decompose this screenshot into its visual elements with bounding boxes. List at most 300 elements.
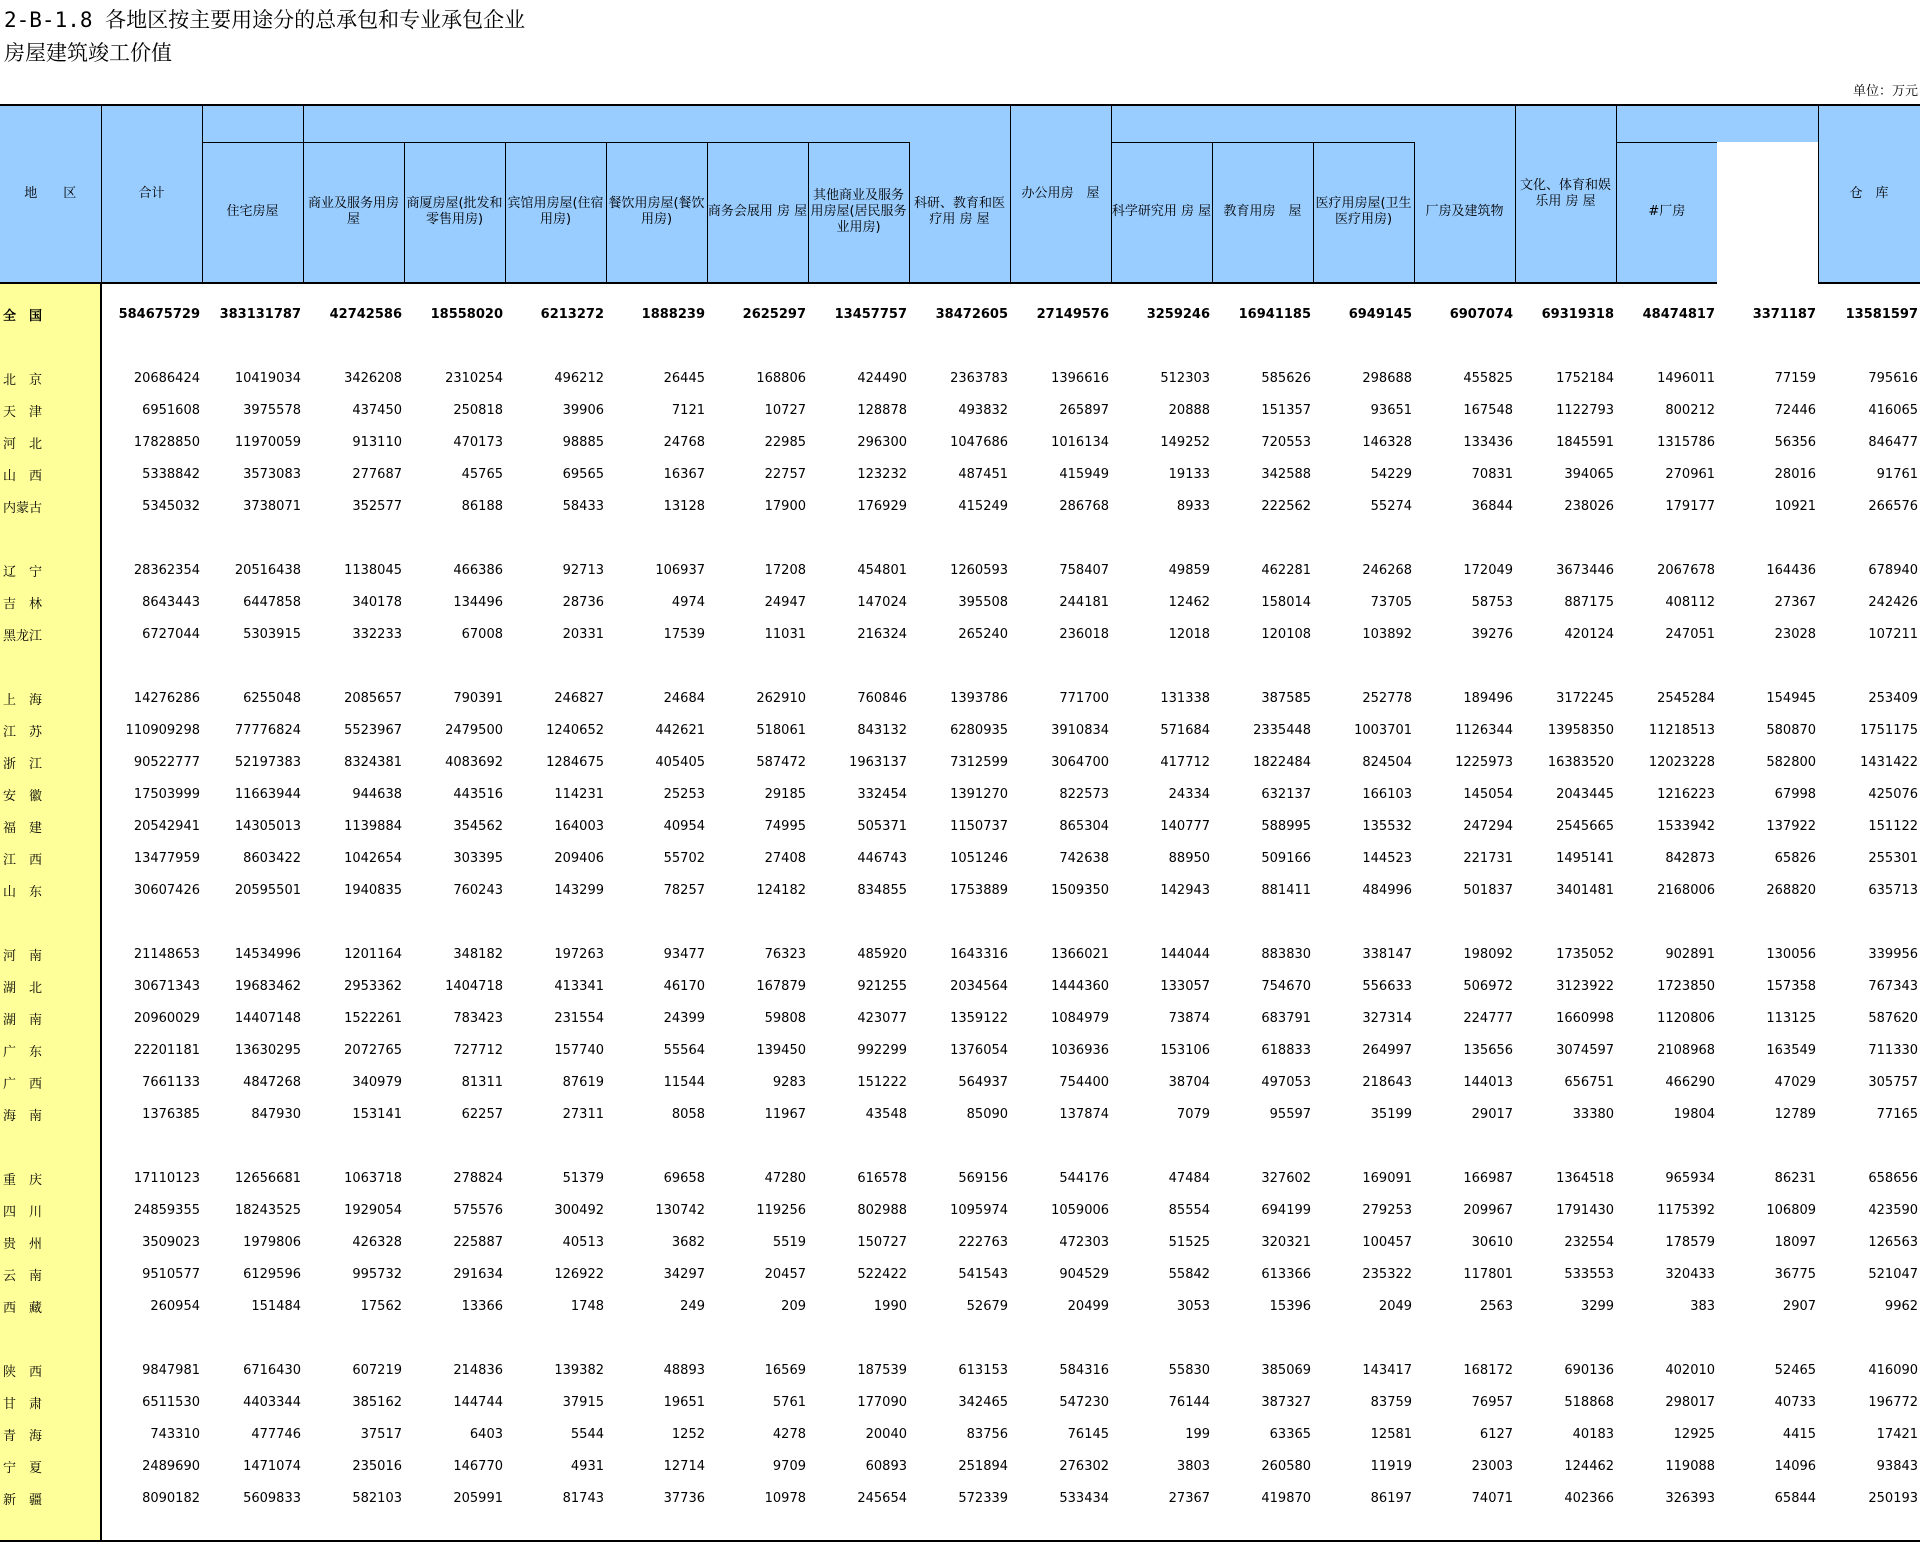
value-cell: 1533942 (1657, 818, 1716, 834)
value-cell: 802988 (857, 1202, 907, 1218)
value-cell: 17110123 (133, 1170, 200, 1186)
value-cell: 86231 (1774, 1170, 1817, 1186)
value-cell: 8058 (671, 1106, 705, 1122)
value-cell: 62257 (461, 1106, 503, 1122)
value-cell: 505371 (857, 818, 907, 834)
value-cell: 65844 (1774, 1490, 1817, 1506)
value-cell: 166103 (1362, 786, 1413, 802)
header-region: 地 区 (0, 105, 101, 283)
header-research-sub-2: 教育用房 屋 (1212, 142, 1313, 283)
value-cell: 1751175 (1860, 722, 1919, 738)
header-commercial-sub-3: 餐饮用房屋(餐饮用房) (606, 142, 707, 283)
value-cell: 247051 (1665, 626, 1716, 642)
value-cell: 1366021 (1051, 946, 1110, 962)
value-cell: 17562 (360, 1298, 402, 1314)
header-commercial-sub-4: 商务会展用 房 屋 (707, 142, 808, 283)
value-cell: 2953362 (344, 978, 402, 994)
value-cell: 135656 (1463, 1042, 1514, 1058)
header-total: 合计 (101, 105, 202, 283)
value-cell: 67998 (1774, 786, 1817, 802)
value-cell: 16367 (663, 466, 705, 482)
value-cell: 218643 (1362, 1074, 1413, 1090)
value-cell: 146770 (453, 1458, 503, 1474)
value-cell: 245654 (857, 1490, 907, 1506)
value-cell: 5761 (772, 1394, 806, 1410)
value-cell: 144013 (1463, 1074, 1514, 1090)
value-cell: 437450 (352, 402, 402, 418)
value-cell: 385162 (352, 1394, 402, 1410)
table-row (0, 1258, 1920, 1290)
value-cell: 402010 (1665, 1362, 1716, 1378)
value-cell: 466290 (1665, 1074, 1716, 1090)
value-cell: 694199 (1261, 1202, 1312, 1218)
header-warehouse: 仓 库 (1818, 105, 1920, 283)
value-cell: 3172245 (1556, 690, 1615, 706)
value-cell: 63365 (1269, 1426, 1312, 1442)
value-cell: 106937 (655, 562, 705, 578)
value-cell: 760243 (453, 882, 503, 898)
value-cell: 720553 (1261, 434, 1312, 450)
value-cell: 144744 (453, 1394, 503, 1410)
value-cell: 2168006 (1657, 882, 1716, 898)
value-cell: 5609833 (243, 1490, 301, 1506)
value-cell: 2335448 (1253, 722, 1312, 738)
value-cell: 824504 (1362, 754, 1413, 770)
value-cell: 23028 (1774, 626, 1817, 642)
value-cell: 2049 (1378, 1298, 1413, 1314)
value-cell: 420124 (1564, 626, 1615, 642)
value-cell: 1393786 (950, 690, 1009, 706)
value-cell: 196772 (1868, 1394, 1919, 1410)
value-cell: 1431422 (1860, 754, 1919, 770)
value-cell: 332454 (857, 786, 907, 802)
value-cell: 3064700 (1051, 754, 1110, 770)
value-cell: 541543 (958, 1266, 1009, 1282)
value-cell: 124462 (1564, 1458, 1615, 1474)
value-cell: 24947 (764, 594, 806, 610)
value-cell: 506972 (1463, 978, 1514, 994)
value-cell: 303395 (453, 850, 503, 866)
value-cell: 6907074 (1449, 306, 1514, 322)
value-cell: 260954 (150, 1298, 200, 1314)
value-cell: 6213272 (540, 306, 604, 322)
value-cell: 172049 (1463, 562, 1514, 578)
value-cell: 385069 (1261, 1362, 1312, 1378)
value-cell: 1059006 (1051, 1202, 1110, 1218)
value-cell: 383 (1690, 1298, 1716, 1314)
value-cell: 1225973 (1455, 754, 1514, 770)
value-cell: 656751 (1564, 1074, 1615, 1090)
value-cell: 800212 (1665, 402, 1716, 418)
table-title-line1: 2-B-1.8 各地区按主要用途分的总承包和专业承包企业 (4, 8, 526, 32)
table-title-line2: 房屋建筑竣工价值 (4, 41, 172, 65)
value-cell: 795616 (1868, 370, 1919, 386)
table-row (0, 682, 1920, 714)
value-cell: 137874 (1059, 1106, 1110, 1122)
value-cell: 2489690 (142, 1458, 200, 1474)
value-cell: 2545284 (1657, 690, 1716, 706)
value-cell: 580870 (1766, 722, 1817, 738)
value-cell: 582800 (1766, 754, 1817, 770)
value-cell: 822573 (1059, 786, 1110, 802)
value-cell: 727712 (453, 1042, 503, 1058)
header-commercial: 商业及服务用房屋 (303, 142, 404, 283)
value-cell: 6403 (469, 1426, 503, 1442)
value-cell: 73874 (1168, 1010, 1211, 1026)
value-cell: 7312599 (950, 754, 1009, 770)
value-cell: 742638 (1059, 850, 1110, 866)
value-cell: 326393 (1665, 1490, 1716, 1506)
region-name: 广 东 (0, 1034, 101, 1066)
value-cell: 286768 (1059, 498, 1110, 514)
value-cell: 1047686 (950, 434, 1009, 450)
value-cell: 1139884 (344, 818, 402, 834)
table-row (0, 1482, 1920, 1514)
value-cell: 509166 (1261, 850, 1312, 866)
value-cell: 4974 (671, 594, 705, 610)
value-cell: 35199 (1370, 1106, 1413, 1122)
value-cell: 1084979 (1051, 1010, 1110, 1026)
value-cell: 1315786 (1657, 434, 1716, 450)
table-row (0, 490, 1920, 522)
value-cell: 3975578 (243, 402, 301, 418)
value-cell: 327314 (1362, 1010, 1413, 1026)
region-name: 山 东 (0, 874, 101, 906)
value-cell: 81743 (562, 1490, 604, 1506)
value-cell: 1496011 (1657, 370, 1716, 386)
value-cell: 252778 (1362, 690, 1413, 706)
value-cell: 1150737 (950, 818, 1009, 834)
value-cell: 12925 (1673, 1426, 1716, 1442)
value-cell: 1138045 (344, 562, 402, 578)
value-cell: 69658 (663, 1170, 705, 1186)
value-cell: 39906 (562, 402, 604, 418)
value-cell: 327602 (1261, 1170, 1312, 1186)
value-cell: 126563 (1868, 1234, 1919, 1250)
value-cell: 569156 (958, 1170, 1009, 1186)
value-cell: 585626 (1261, 370, 1312, 386)
value-cell: 883830 (1261, 946, 1312, 962)
value-cell: 1036936 (1051, 1042, 1110, 1058)
spacer-row (0, 522, 1920, 554)
value-cell: 242426 (1868, 594, 1919, 610)
value-cell: 2043445 (1556, 786, 1615, 802)
value-cell: 56356 (1774, 434, 1817, 450)
value-cell: 14305013 (234, 818, 301, 834)
value-cell: 14407148 (234, 1010, 301, 1026)
header-commercial-sub-5: 其他商业及服务用房屋(居民服务业用房) (808, 142, 909, 283)
value-cell: 446743 (857, 850, 907, 866)
value-cell: 236018 (1059, 626, 1110, 642)
value-cell: 1051246 (950, 850, 1009, 866)
value-cell: 85554 (1168, 1202, 1211, 1218)
value-cell: 139382 (554, 1362, 604, 1378)
value-cell: 36844 (1471, 498, 1514, 514)
value-cell: 265240 (958, 626, 1009, 642)
table-row (0, 1098, 1920, 1130)
value-cell: 1735052 (1556, 946, 1615, 962)
value-cell: 4415 (1782, 1426, 1817, 1442)
table-row (0, 938, 1920, 970)
value-cell: 1252 (671, 1426, 705, 1442)
value-cell: 1364518 (1556, 1170, 1615, 1186)
value-cell: 130056 (1766, 946, 1817, 962)
value-cell: 2363783 (950, 370, 1009, 386)
value-cell: 246827 (554, 690, 604, 706)
data-table (0, 104, 1920, 1542)
value-cell: 20888 (1168, 402, 1211, 418)
value-cell: 501837 (1463, 882, 1514, 898)
value-cell: 383131787 (219, 306, 301, 322)
value-cell: 34297 (663, 1266, 705, 1282)
value-cell: 1509350 (1051, 882, 1110, 898)
value-cell: 144044 (1160, 946, 1211, 962)
value-cell: 51525 (1168, 1234, 1211, 1250)
value-cell: 547230 (1059, 1394, 1110, 1410)
region-name: 湖 南 (0, 1002, 101, 1034)
value-cell: 842873 (1665, 850, 1716, 866)
value-cell: 6129596 (243, 1266, 301, 1282)
value-cell: 7661133 (142, 1074, 200, 1090)
value-cell: 37517 (360, 1426, 402, 1442)
value-cell: 2067678 (1657, 562, 1716, 578)
value-cell: 225887 (453, 1234, 503, 1250)
value-cell: 352577 (352, 498, 402, 514)
value-cell: 93477 (663, 946, 705, 962)
value-cell: 3573083 (243, 466, 301, 482)
value-cell: 6949145 (1348, 306, 1413, 322)
value-cell: 834855 (857, 882, 907, 898)
value-cell: 613366 (1261, 1266, 1312, 1282)
value-cell: 221731 (1463, 850, 1514, 866)
value-cell: 93843 (1876, 1458, 1919, 1474)
value-cell: 1822484 (1253, 754, 1312, 770)
value-cell: 28736 (562, 594, 604, 610)
value-cell: 1359122 (950, 1010, 1009, 1026)
value-cell: 902891 (1665, 946, 1716, 962)
table-row (0, 874, 1920, 906)
value-cell: 1260593 (950, 562, 1009, 578)
value-cell: 1979806 (243, 1234, 301, 1250)
value-cell: 1444360 (1051, 978, 1110, 994)
value-cell: 187539 (857, 1362, 907, 1378)
value-cell: 60893 (865, 1458, 907, 1474)
value-cell: 995732 (352, 1266, 402, 1282)
value-cell: 10419034 (234, 370, 301, 386)
value-cell: 168806 (756, 370, 806, 386)
value-cell: 163549 (1766, 1042, 1817, 1058)
value-cell: 533434 (1059, 1490, 1110, 1506)
value-cell: 6727044 (142, 626, 200, 642)
value-cell: 296300 (857, 434, 907, 450)
value-cell: 74995 (764, 818, 806, 834)
value-cell: 2085657 (344, 690, 402, 706)
value-cell: 100457 (1362, 1234, 1413, 1250)
value-cell: 613153 (958, 1362, 1009, 1378)
value-cell: 16941185 (1238, 306, 1312, 322)
value-cell: 1990 (873, 1298, 907, 1314)
value-cell: 354562 (453, 818, 503, 834)
value-cell: 24684 (663, 690, 705, 706)
value-cell: 17539 (663, 626, 705, 642)
value-cell: 164436 (1766, 562, 1817, 578)
value-cell: 128878 (857, 402, 907, 418)
value-cell: 166987 (1463, 1170, 1514, 1186)
value-cell: 887175 (1564, 594, 1615, 610)
value-cell: 244181 (1059, 594, 1110, 610)
value-cell: 81311 (461, 1074, 503, 1090)
value-cell: 470173 (453, 434, 503, 450)
value-cell: 189496 (1463, 690, 1514, 706)
value-cell: 40954 (663, 818, 705, 834)
value-cell: 13630295 (234, 1042, 301, 1058)
region-name: 全 国 (0, 298, 101, 330)
value-cell: 2034564 (950, 978, 1009, 994)
value-cell: 291634 (453, 1266, 503, 1282)
value-cell: 496212 (554, 370, 604, 386)
value-cell: 85090 (966, 1106, 1009, 1122)
value-cell: 5303915 (243, 626, 301, 642)
value-cell: 27149576 (1036, 306, 1110, 322)
value-cell: 16569 (764, 1362, 806, 1378)
value-cell: 3426208 (344, 370, 402, 386)
value-cell: 15396 (1269, 1298, 1312, 1314)
header-factory-sub: #厂房 (1616, 142, 1717, 283)
value-cell: 14276286 (133, 690, 200, 706)
value-cell: 20595501 (234, 882, 301, 898)
table-row (0, 1354, 1920, 1386)
value-cell: 9847981 (142, 1362, 200, 1378)
value-cell: 3259246 (1146, 306, 1211, 322)
value-cell: 9283 (772, 1074, 806, 1090)
region-name: 贵 州 (0, 1226, 101, 1258)
value-cell: 276302 (1059, 1458, 1110, 1474)
value-cell: 20457 (764, 1266, 806, 1282)
value-cell: 340979 (352, 1074, 402, 1090)
region-name: 黑龙江 (0, 618, 101, 650)
value-cell: 47029 (1774, 1074, 1817, 1090)
region-name: 内蒙古 (0, 490, 101, 522)
value-cell: 30610 (1471, 1234, 1514, 1250)
value-cell: 224777 (1463, 1010, 1514, 1026)
value-cell: 18243525 (234, 1202, 301, 1218)
value-cell: 52679 (966, 1298, 1009, 1314)
value-cell: 27367 (1168, 1490, 1211, 1506)
value-cell: 760846 (857, 690, 907, 706)
value-cell: 3910834 (1051, 722, 1110, 738)
value-cell: 83759 (1370, 1394, 1413, 1410)
spacer-row (0, 650, 1920, 682)
value-cell: 246268 (1362, 562, 1413, 578)
table-row (0, 362, 1920, 394)
value-cell: 158014 (1261, 594, 1312, 610)
value-cell: 1216223 (1657, 786, 1716, 802)
value-cell: 423077 (857, 1010, 907, 1026)
value-cell: 8324381 (344, 754, 402, 770)
region-name: 四 川 (0, 1194, 101, 1226)
value-cell: 42742586 (329, 306, 402, 322)
value-cell: 425076 (1868, 786, 1919, 802)
value-cell: 26445 (663, 370, 705, 386)
value-cell: 587472 (756, 754, 806, 770)
spacer-row (0, 330, 1920, 362)
value-cell: 20960029 (133, 1010, 200, 1026)
header-office: 办公用房 屋 (1010, 105, 1111, 283)
value-cell: 130742 (655, 1202, 705, 1218)
value-cell: 487451 (958, 466, 1009, 482)
value-cell: 72446 (1774, 402, 1817, 418)
value-cell: 169091 (1362, 1170, 1413, 1186)
value-cell: 690136 (1564, 1362, 1615, 1378)
value-cell: 683791 (1261, 1010, 1312, 1026)
table-row (0, 1450, 1920, 1482)
value-cell: 176929 (857, 498, 907, 514)
value-cell: 137922 (1766, 818, 1817, 834)
header-research: 科研、教育和医疗用 房 屋 (909, 142, 1010, 283)
table-row (0, 810, 1920, 842)
value-cell: 484996 (1362, 882, 1413, 898)
value-cell: 1660998 (1556, 1010, 1615, 1026)
value-cell: 9510577 (142, 1266, 200, 1282)
value-cell: 45765 (461, 466, 503, 482)
value-cell: 77776824 (234, 722, 301, 738)
value-cell: 320433 (1665, 1266, 1716, 1282)
value-cell: 1095974 (950, 1202, 1009, 1218)
value-cell: 90522777 (133, 754, 200, 770)
table-body (0, 283, 1920, 1541)
value-cell: 249 (680, 1298, 705, 1314)
value-cell: 11967 (764, 1106, 806, 1122)
value-cell: 20040 (865, 1426, 907, 1442)
value-cell: 417712 (1160, 754, 1211, 770)
value-cell: 133057 (1160, 978, 1211, 994)
value-cell: 157358 (1766, 978, 1817, 994)
value-cell: 5519 (772, 1234, 806, 1250)
value-cell: 139450 (756, 1042, 806, 1058)
value-cell: 790391 (453, 690, 503, 706)
value-cell: 11970059 (234, 434, 301, 450)
value-cell: 55830 (1168, 1362, 1211, 1378)
value-cell: 69319318 (1541, 306, 1615, 322)
value-cell: 575576 (453, 1202, 503, 1218)
value-cell: 18097 (1774, 1234, 1817, 1250)
table-row (0, 1386, 1920, 1418)
region-name: 江 苏 (0, 714, 101, 746)
table-row (0, 298, 1920, 330)
value-cell: 1888239 (641, 306, 705, 322)
value-cell: 91761 (1876, 466, 1919, 482)
value-cell: 348182 (453, 946, 503, 962)
value-cell: 11663944 (234, 786, 301, 802)
value-cell: 3299 (1580, 1298, 1615, 1314)
value-cell: 251894 (958, 1458, 1009, 1474)
value-cell: 87619 (562, 1074, 604, 1090)
value-cell: 12656681 (234, 1170, 301, 1186)
value-cell: 177090 (857, 1394, 907, 1410)
value-cell: 415249 (958, 498, 1009, 514)
value-cell: 14534996 (234, 946, 301, 962)
value-cell: 277687 (352, 466, 402, 482)
value-cell: 8643443 (142, 594, 200, 610)
table-row (0, 746, 1920, 778)
value-cell: 298688 (1362, 370, 1413, 386)
value-cell: 37915 (562, 1394, 604, 1410)
value-cell: 235016 (352, 1458, 402, 1474)
value-cell: 544176 (1059, 1170, 1110, 1186)
value-cell: 1522261 (344, 1010, 402, 1026)
value-cell: 14096 (1774, 1458, 1817, 1474)
value-cell: 305757 (1868, 1074, 1919, 1090)
